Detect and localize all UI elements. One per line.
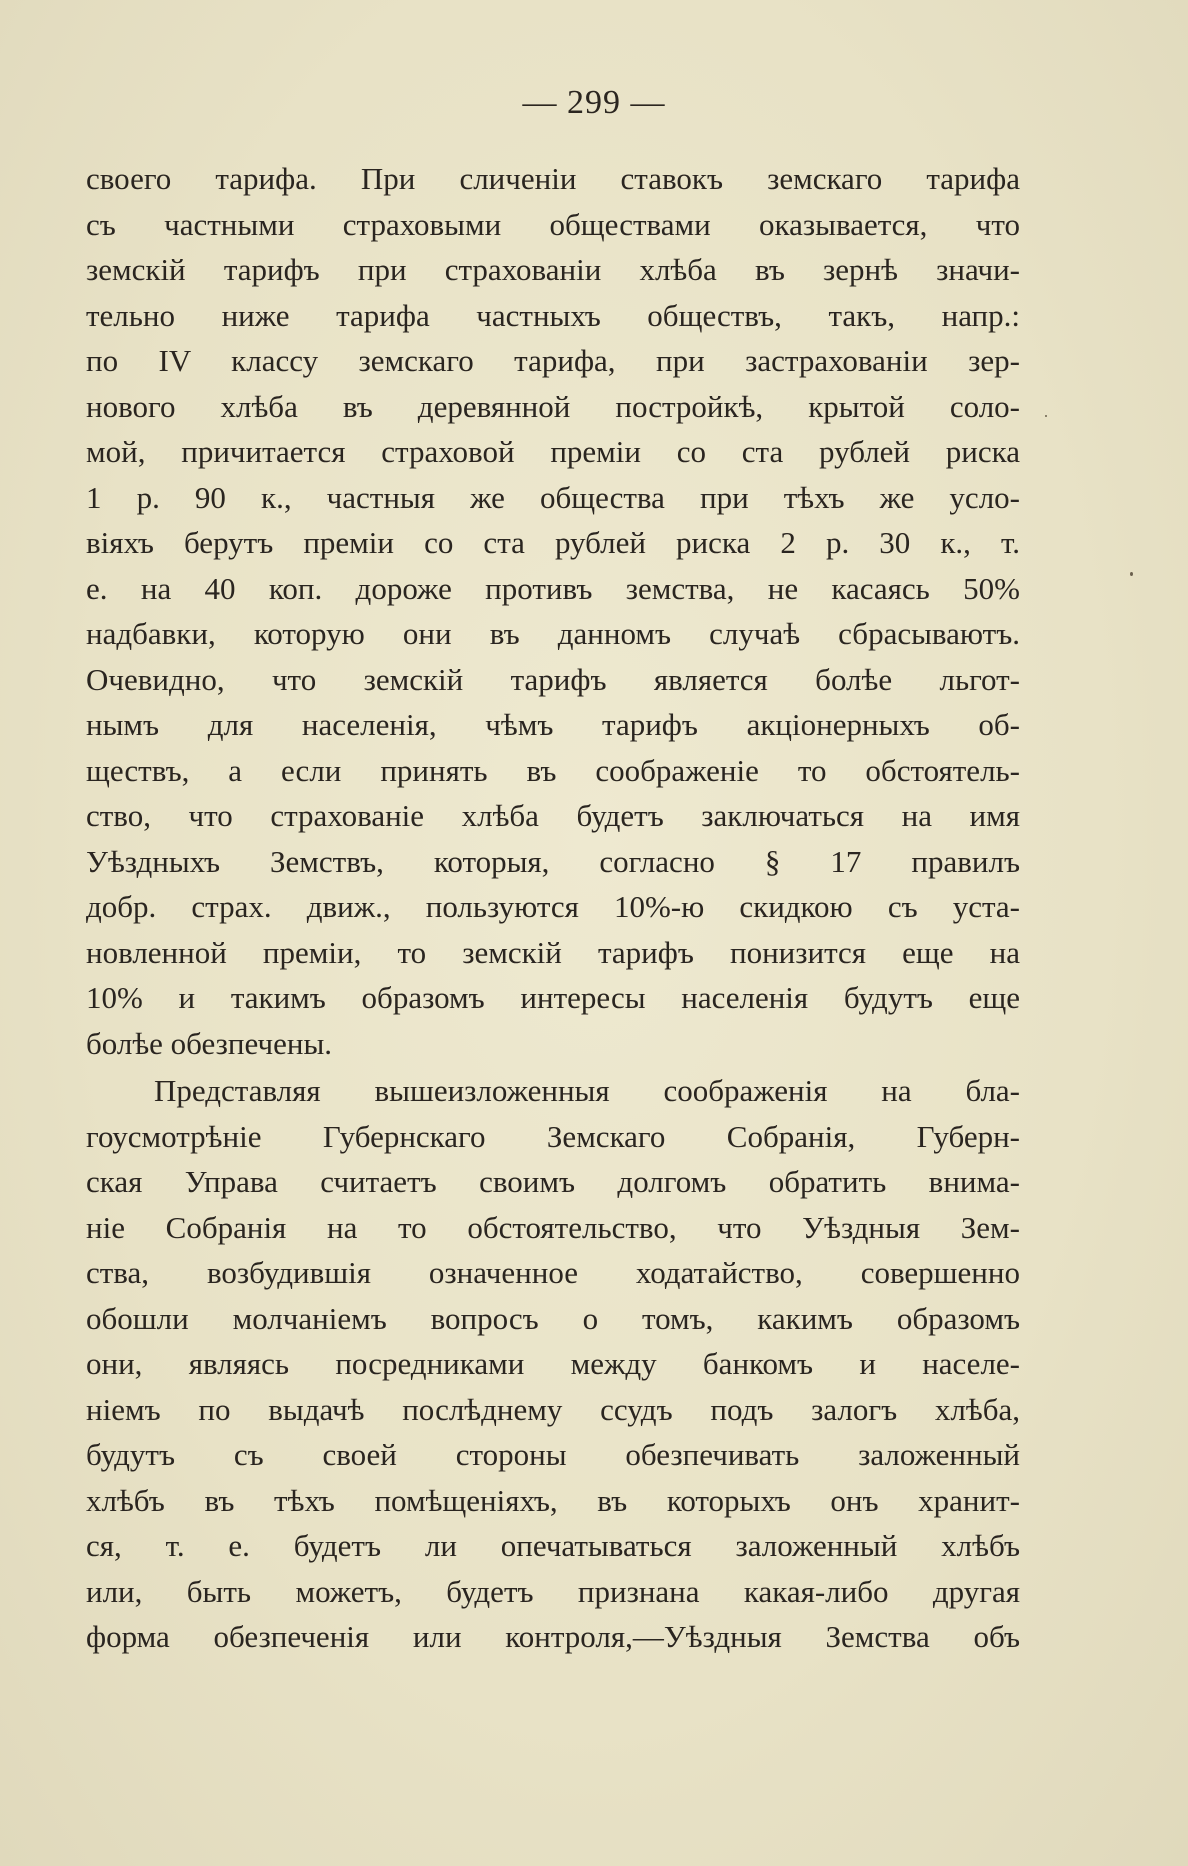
paper-speck [1045, 415, 1047, 417]
text-line: обошли молчаніемъ вопросъ о томъ, какимъ образомъ [86, 1300, 1020, 1336]
text-line: ство, что страхованіе хлѣба будетъ заключаться на имя [86, 798, 1020, 833]
text-line: форма обезпеченія или контроля,—Уѣздныя Земства объ [86, 1619, 1020, 1654]
text-line: мой, причитается страховой преміи со ста рублей риска [86, 434, 1020, 469]
text-line: ся, т. е. будетъ ли опечатываться заложенный хлѣбъ [86, 1528, 1020, 1563]
text-line: или, быть можетъ, будетъ признана какая-либо другая [86, 1573, 1020, 1609]
paper-speck [1130, 572, 1133, 576]
text-line: хлѣбъ въ тѣхъ помѣщеніяхъ, въ которыхъ онъ хранит- [86, 1482, 1020, 1518]
text-line: земскій тарифъ при страхованіи хлѣба въ зернѣ значи- [86, 252, 1020, 287]
text-line: по IV классу земскаго тарифа, при застрахованіи зер- [86, 343, 1020, 378]
text-line: е. на 40 коп. дороже противъ земства, не касаясь 50% [86, 570, 1020, 606]
paragraph-2 [86, 1068, 1020, 1660]
text-line: ства, возбудившія означенное ходатайство, совершенно [86, 1255, 1020, 1290]
text-line: надбавки, которую они въ данномъ случаѣ сбрасываютъ. [86, 616, 1020, 651]
text-line: 10% и такимъ образомъ интересы населенія будутъ еще [86, 980, 1020, 1015]
text-line: они, являясь посредниками между банкомъ и населе- [86, 1346, 1020, 1381]
text-line: ская Управа считаетъ своимъ долгомъ обратить внима- [86, 1164, 1020, 1199]
text-line: тельно ниже тарифа частныхъ обществъ, такъ, напр.: [86, 297, 1020, 333]
body-text [86, 156, 1020, 1660]
paragraph-1 [86, 156, 1020, 1066]
text-line: нымъ для населенія, чѣмъ тарифъ акціонерныхъ об- [86, 707, 1020, 742]
text-line: Представляя вышеизложенныя соображенія на бла- [154, 1073, 1020, 1108]
text-line: віяхъ берутъ преміи со ста рублей риска 2 р. 30 к., т. [86, 525, 1020, 560]
text-line: болѣе обезпечены. [86, 1025, 333, 1061]
text-line: Уѣздныхъ Земствъ, которыя, согласно § 17 правилъ [86, 843, 1020, 879]
text-line: съ частными страховыми обществами оказывается, что [86, 206, 1020, 242]
text-line: Очевидно, что земскій тарифъ является болѣе льгот- [86, 661, 1020, 697]
text-line: нового хлѣба въ деревянной постройкѣ, крытой соло- [86, 388, 1020, 424]
text-line: будутъ съ своей стороны обезпечивать заложенный [86, 1437, 1020, 1472]
text-line: 1 р. 90 к., частныя же общества при тѣхъ же усло- [86, 479, 1020, 515]
text-line: ніемъ по выдачѣ послѣднему ссудъ подъ залогъ хлѣба, [86, 1391, 1020, 1427]
text-line: добр. страх. движ., пользуются 10%-ю скидкою съ уста- [86, 889, 1020, 924]
text-line: ніе Собранія на то обстоятельство, что Уѣздныя Зем- [86, 1209, 1020, 1245]
text-line: своего тарифа. При сличеніи ставокъ земскаго тарифа [86, 161, 1020, 196]
page-number: — 299 — [522, 84, 666, 121]
text-line: новленной преміи, то земскій тарифъ понизится еще на [86, 934, 1020, 970]
text-line: ществъ, а если принять въ соображеніе то обстоятель- [86, 752, 1020, 788]
text-line: гоусмотрѣніе Губернскаго Земскаго Собранія, Губерн- [86, 1118, 1020, 1154]
